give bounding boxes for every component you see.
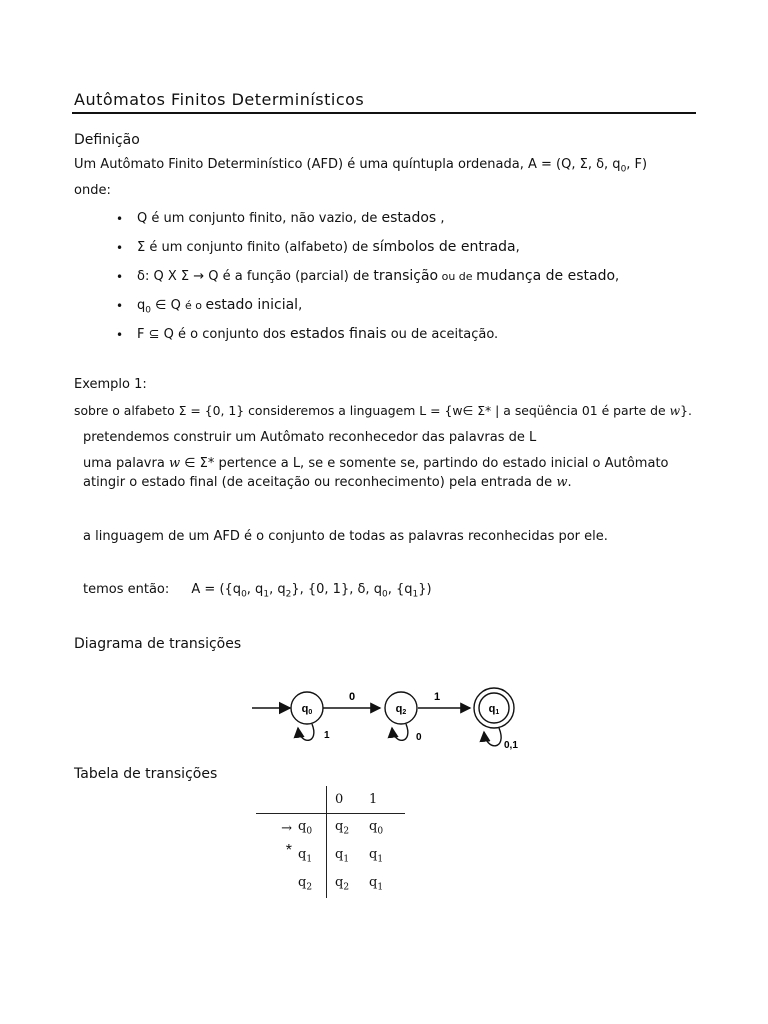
title-underline	[72, 112, 696, 114]
item-text: q	[137, 298, 146, 313]
state-base: q	[488, 703, 496, 715]
q: q	[369, 819, 378, 835]
q: q	[369, 847, 378, 863]
bullet-dot: •	[116, 299, 124, 313]
row-state	[296, 814, 327, 843]
subscript: 0	[306, 826, 313, 837]
item-text: ∈ Q	[151, 298, 185, 313]
subscript: 0	[241, 589, 247, 600]
item-text: ,	[515, 240, 520, 255]
item-term: transição	[373, 268, 439, 284]
subscript: 1	[306, 854, 313, 865]
temos-label: temos então:	[83, 582, 170, 597]
row-state	[296, 870, 327, 898]
bullet-item-transicao	[137, 268, 619, 284]
table-row	[256, 870, 405, 898]
subscript: 1	[377, 854, 384, 865]
item-text: Σ é um conjunto finito (alfabeto) de	[137, 240, 373, 255]
tuple-part: })	[418, 582, 432, 597]
example-line-1	[74, 403, 692, 418]
definition-text: Um Autômato Finito Determinístico (AFD) é uma quíntupla ordenada, A = (Q, Σ, δ, q	[74, 157, 621, 172]
tuple-part: A = ({q	[191, 582, 242, 597]
subscript: 2	[343, 826, 350, 837]
word-w: w	[168, 456, 181, 471]
subscript: 2	[306, 882, 313, 893]
item-text: F ⊆ Q é o conjunto dos	[137, 327, 290, 342]
item-term: estados	[381, 210, 437, 226]
row-state	[296, 842, 327, 870]
subscript: 0	[381, 589, 388, 600]
q: q	[369, 875, 378, 891]
bullet-dot: •	[116, 270, 124, 284]
item-term: símbolos de entrada	[372, 239, 516, 255]
loop-q0	[298, 724, 314, 740]
item-term: estado inicial	[205, 297, 299, 313]
edge-label-q2-q1: 1	[433, 691, 441, 703]
q: q	[335, 819, 344, 835]
table-heading: Tabela de transições	[74, 766, 218, 782]
example-heading: Exemplo 1:	[74, 377, 147, 392]
subscript: 1	[377, 882, 384, 893]
item-text: ou de aceitação.	[386, 327, 499, 342]
definition-line	[74, 157, 647, 175]
example-line-4	[83, 475, 572, 490]
page-title: Autômatos Finitos Determinísticos	[74, 90, 365, 109]
state-sub: 2	[402, 709, 407, 716]
transition-table	[256, 786, 405, 898]
example-line-3	[83, 456, 669, 471]
header-input-0: 0	[327, 786, 368, 814]
tuple-part: }, {0, 1}, δ, q	[291, 582, 382, 597]
example-text: sobre o alfabeto Σ = {0, 1} consideremos a linguagem L = {w∈ Σ* | a seqüência 01 é parte de	[74, 403, 670, 418]
item-text: δ: Q X Σ → Q é a função (parcial) de	[137, 269, 374, 284]
row-on0	[327, 814, 368, 843]
item-text: ,	[298, 298, 303, 313]
subscript: 1	[412, 589, 419, 600]
subscript: 0	[377, 826, 384, 837]
q: q	[298, 819, 307, 835]
example-line-6	[83, 582, 432, 600]
subscript: 0	[145, 305, 151, 316]
tuple-expression	[191, 582, 432, 600]
example-text: .	[567, 475, 572, 490]
state-base: q	[301, 703, 309, 715]
example-line-2: pretendemos construir um Autômato reconhecedor das palavras de L	[83, 430, 537, 445]
item-text: é o	[184, 299, 206, 312]
header-state	[296, 786, 327, 814]
bullet-item-estados	[137, 210, 445, 226]
header-marker	[256, 786, 296, 814]
loop-label-q1: 0,1	[504, 740, 518, 751]
q: q	[298, 875, 307, 891]
item-text: Q é um conjunto finito, não vazio, de	[137, 211, 382, 226]
definition-text-end: , F)	[626, 157, 648, 172]
loop-label-q0: 1	[324, 730, 330, 741]
example-text: atingir o estado final (de aceitação ou reconhecimento) pela entrada de	[83, 475, 557, 490]
subscript: 2	[343, 882, 350, 893]
state-sub: 0	[308, 709, 313, 716]
q: q	[335, 847, 344, 863]
item-text: ,	[615, 269, 620, 284]
table-header-row	[256, 786, 405, 814]
item-text: ou de	[438, 270, 477, 283]
bullet-item-finais	[137, 326, 498, 342]
state-base: q	[395, 703, 403, 715]
row-on1	[367, 814, 405, 843]
row-on1	[367, 870, 405, 898]
tuple-part: , q	[246, 582, 264, 597]
diagram-heading: Diagrama de transições	[74, 636, 242, 652]
transition-diagram	[240, 672, 540, 772]
tuple-part: , {q	[387, 582, 413, 597]
edge-label-q0-q2: 0	[348, 691, 356, 703]
item-text: ,	[436, 211, 445, 226]
tuple-part: , q	[269, 582, 286, 597]
subscript: 2	[285, 589, 292, 600]
row-marker: →	[281, 820, 292, 836]
word-w: w	[669, 403, 681, 418]
table-row	[256, 814, 405, 843]
item-term: mudança de estado	[476, 268, 616, 284]
bullet-dot: •	[116, 241, 124, 255]
bullet-dot: •	[116, 328, 124, 342]
row-on1	[367, 842, 405, 870]
example-text: uma palavra	[83, 456, 169, 471]
state-sub: 1	[495, 709, 500, 716]
row-marker	[256, 870, 296, 898]
table-row	[256, 842, 405, 870]
q: q	[335, 875, 344, 891]
q: q	[298, 847, 307, 863]
subscript: 1	[263, 589, 270, 600]
subscript: 1	[343, 854, 350, 865]
row-on0	[327, 870, 368, 898]
definition-heading: Definição	[74, 132, 140, 148]
item-term: estados finais	[289, 326, 387, 342]
bullet-item-inicial	[137, 297, 302, 316]
subscript: 0	[620, 164, 627, 175]
bullet-item-simbolos	[137, 239, 520, 255]
example-line-5: a linguagem de um AFD é o conjunto de todas as palavras reconhecidas por ele.	[83, 529, 608, 544]
loop-q1	[484, 728, 501, 746]
onde-label: onde:	[74, 183, 111, 198]
loop-label-q2: 0	[416, 732, 422, 743]
header-input-1: 1	[367, 786, 405, 814]
example-text: }.	[680, 403, 692, 418]
loop-q2	[392, 724, 408, 740]
row-on0	[327, 842, 368, 870]
bullet-dot: •	[116, 212, 124, 226]
example-text: ∈ Σ* pertence a L, se e somente se, partindo do estado inicial o Autômato	[180, 456, 669, 471]
row-marker: *	[285, 842, 292, 859]
word-w: w	[556, 475, 568, 490]
